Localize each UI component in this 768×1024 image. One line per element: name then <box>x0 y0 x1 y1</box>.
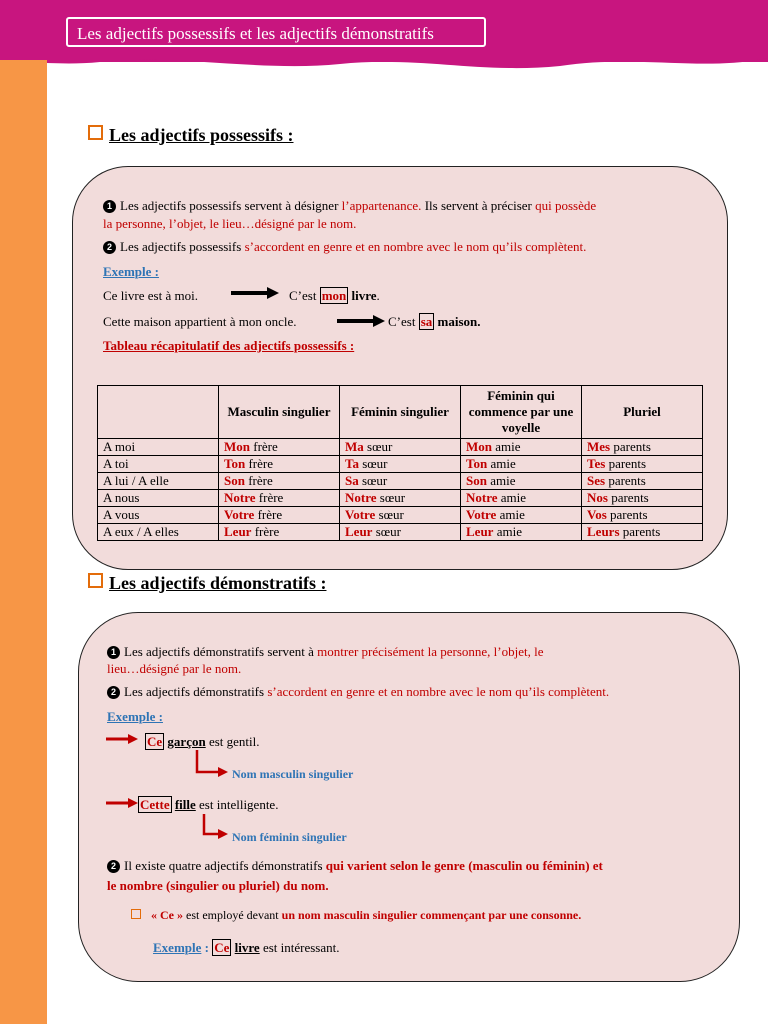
demonstratifs-example1-label: Nom masculin singulier <box>232 767 354 781</box>
table-cell: Mon amie <box>461 439 582 456</box>
table-cell: Notre amie <box>461 490 582 507</box>
possessifs-exemple-label: Exemple : <box>103 264 159 279</box>
table-header-row <box>98 386 703 439</box>
table-cell: A moi <box>98 439 219 456</box>
table-header: Pluriel <box>582 386 703 439</box>
possessifs-point2: 2 Les adjectifs possessifs s’accordent en genre et en nombre avec le nom qu’ils complètent. <box>103 238 586 256</box>
demonstratifs-point3-line1: 2 Il existe quatre adjectifs démonstratifs qui varient selon le genre (masculin ou féminin) et <box>107 857 603 875</box>
section-heading-possessifs: Les adjectifs possessifs : <box>88 125 294 146</box>
possessifs-example1-answer: C’est mon livre. <box>289 288 380 303</box>
demonstratifs-example3: Exemple : Ce livre est intéressant. <box>153 940 340 955</box>
number-1-icon: 1 <box>103 200 116 213</box>
demonstratifs-point1-line2: lieu…désigné par le nom. <box>107 661 242 676</box>
demonstratifs-bullet-ce: « Ce » est employé devant un nom masculin singulier commençant par une consonne. <box>131 906 581 924</box>
possessifs-point1-line1: 1 Les adjectifs possessifs servent à désigner l’appartenance. Ils servent à préciser qui possède <box>103 197 596 215</box>
table-row <box>98 473 703 490</box>
number-2-icon: 2 <box>107 686 120 699</box>
demonstratifs-exemple-label: Exemple : <box>107 709 163 724</box>
demonstratifs-example2: Cette fille est intelligente. <box>140 797 279 812</box>
table-row <box>98 490 703 507</box>
right-arrow-icon <box>231 287 279 299</box>
possessifs-example1-sentence: Ce livre est à moi. <box>103 288 198 303</box>
table-cell: Ton frère <box>219 456 340 473</box>
table-cell: Leur sœur <box>340 524 461 541</box>
table-cell: A lui / A elle <box>98 473 219 490</box>
bullet-square-icon <box>131 909 141 919</box>
table-cell: Leur amie <box>461 524 582 541</box>
table-row <box>98 439 703 456</box>
demonstratifs-example1: Ce garçon est gentil. <box>147 734 260 749</box>
checkbox-square-icon <box>88 573 103 588</box>
table-header: Féminin singulier <box>340 386 461 439</box>
table-row <box>98 456 703 473</box>
table-cell: A toi <box>98 456 219 473</box>
table-cell: Mon frère <box>219 439 340 456</box>
table-cell: Notre sœur <box>340 490 461 507</box>
table-cell: A nous <box>98 490 219 507</box>
table-cell: Votre sœur <box>340 507 461 524</box>
table-cell: Mes parents <box>582 439 703 456</box>
elbow-arrow-icon <box>194 814 230 840</box>
left-orange-strip <box>0 60 47 1024</box>
table-cell: A vous <box>98 507 219 524</box>
number-1-icon: 1 <box>107 646 120 659</box>
table-cell: Son amie <box>461 473 582 490</box>
demonstratifs-point3-line2: le nombre (singulier ou pluriel) du nom. <box>107 878 329 893</box>
red-right-arrow-icon <box>106 734 138 744</box>
table-header: Masculin singulier <box>219 386 340 439</box>
table-cell: Ses parents <box>582 473 703 490</box>
possessifs-table <box>97 385 703 541</box>
demonstratifs-example2-label: Nom féminin singulier <box>232 830 347 844</box>
right-arrow-icon <box>337 315 385 327</box>
table-cell: Votre amie <box>461 507 582 524</box>
table-cell: Sa sœur <box>340 473 461 490</box>
table-cell: Son frère <box>219 473 340 490</box>
table-row <box>98 507 703 524</box>
table-cell: Ta sœur <box>340 456 461 473</box>
demonstratifs-point1-line1: 1 Les adjectifs démonstratifs servent à montrer précisément la personne, l’objet, le <box>107 643 543 661</box>
demonstratifs-point2: 2 Les adjectifs démonstratifs s’accordent en genre et en nombre avec le nom qu’ils complètent. <box>107 683 609 701</box>
table-cell: Nos parents <box>582 490 703 507</box>
number-2-icon: 2 <box>103 241 116 254</box>
table-cell: A eux / A elles <box>98 524 219 541</box>
red-right-arrow-icon <box>106 798 138 808</box>
checkbox-square-icon <box>88 125 103 140</box>
possessifs-example2-sentence: Cette maison appartient à mon oncle. <box>103 314 297 329</box>
table-cell: Ma sœur <box>340 439 461 456</box>
table-cell: Vos parents <box>582 507 703 524</box>
table-header: Féminin qui commence par une voyelle <box>461 386 582 439</box>
table-cell: Ton amie <box>461 456 582 473</box>
possessifs-point1-line2: la personne, l’objet, le lieu…désigné par le nom. <box>103 216 357 231</box>
header-wave <box>0 52 768 74</box>
section-heading-demonstratifs: Les adjectifs démonstratifs : <box>88 573 326 594</box>
table-cell: Notre frère <box>219 490 340 507</box>
elbow-arrow-icon <box>194 750 230 778</box>
page-title: Les adjectifs possessifs et les adjectifs démonstratifs <box>66 17 486 47</box>
table-cell: Leur frère <box>219 524 340 541</box>
possessifs-example2-answer: C’est sa maison. <box>388 314 481 329</box>
table-cell: Leurs parents <box>582 524 703 541</box>
number-2-icon: 2 <box>107 860 120 873</box>
possessifs-table-title: Tableau récapitulatif des adjectifs possessifs : <box>103 338 355 353</box>
table-row <box>98 524 703 541</box>
table-header-empty <box>98 386 219 439</box>
table-cell: Tes parents <box>582 456 703 473</box>
table-cell: Votre frère <box>219 507 340 524</box>
